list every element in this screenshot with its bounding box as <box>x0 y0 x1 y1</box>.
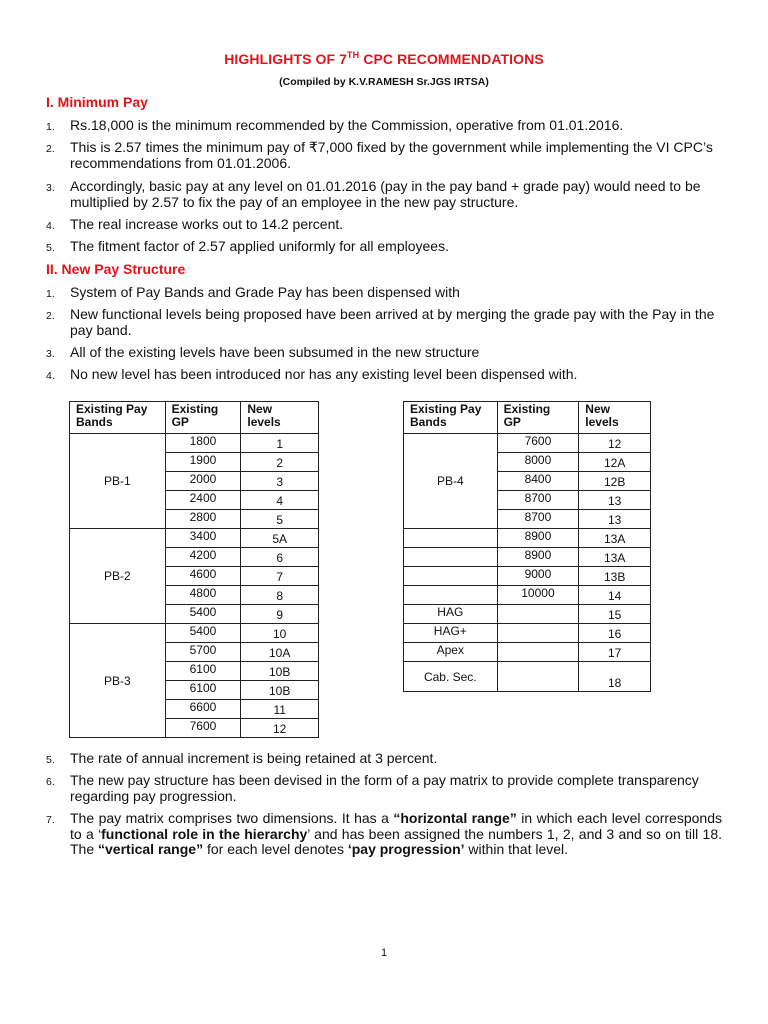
level-cell: 5 <box>241 510 319 529</box>
grade-pay-cell: 5400 <box>165 624 241 643</box>
grade-pay-cell: 8900 <box>497 548 579 567</box>
grade-pay-cell: 1900 <box>165 453 241 472</box>
document-title: HIGHLIGHTS OF 7TH CPC RECOMMENDATIONS <box>224 50 544 67</box>
level-cell: 10B <box>241 681 319 700</box>
grade-pay-cell: 7600 <box>165 719 241 738</box>
table-row <box>404 567 651 586</box>
level-cell: 7 <box>241 567 319 586</box>
level-cell: 13A <box>579 529 651 548</box>
level-cell: 10B <box>241 662 319 681</box>
list-item: 2. New functional levels being proposed have been arrived at by merging the grade pay with the Pay in the pay band. <box>46 306 715 338</box>
level-cell: 12B <box>579 472 651 491</box>
pay-band-cell <box>404 548 498 567</box>
grade-pay-cell: 2000 <box>165 472 241 491</box>
list-item: 5. The rate of annual increment is being retained at 3 percent. <box>46 750 438 766</box>
level-cell: 15 <box>579 605 651 624</box>
grade-pay-cell <box>497 624 579 643</box>
level-cell: 2 <box>241 453 319 472</box>
level-cell: 10 <box>241 624 319 643</box>
level-cell: 3 <box>241 472 319 491</box>
table-row <box>404 605 651 624</box>
grade-pay-cell: 4800 <box>165 586 241 605</box>
grade-pay-cell: 2400 <box>165 491 241 510</box>
pay-band-cell: Cab. Sec. <box>404 662 498 692</box>
grade-pay-cell: 6100 <box>165 681 241 700</box>
column-header: Existing Pay Bands <box>404 402 498 434</box>
level-cell: 12 <box>579 434 651 453</box>
grade-pay-cell: 8400 <box>497 472 579 491</box>
list-item: 5. The fitment factor of 2.57 applied uniformly for all employees. <box>46 238 449 254</box>
pay-band-cell: HAG+ <box>404 624 498 643</box>
grade-pay-cell: 1800 <box>165 434 241 453</box>
grade-pay-cell: 8000 <box>497 453 579 472</box>
column-header: New levels <box>241 402 319 434</box>
column-header: Existing GP <box>497 402 579 434</box>
level-cell: 9 <box>241 605 319 624</box>
grade-pay-cell: 7600 <box>497 434 579 453</box>
grade-pay-cell: 5700 <box>165 643 241 662</box>
grade-pay-cell: 2800 <box>165 510 241 529</box>
list-item: 7. The pay matrix comprises two dimensions. It has a “horizontal range” in which each level corresponds to a ‘functional role in the hierarchy’ and has been assigned the numbers 1, 2, and 3 and so on till 18. The “vertical range” for each level denotes ‘pay progression’ within that level. <box>46 810 723 857</box>
pay-band-cell <box>404 567 498 586</box>
level-cell: 14 <box>579 586 651 605</box>
document-subtitle: (Compiled by K.V.RAMESH Sr.JGS IRTSA) <box>279 76 489 88</box>
level-cell: 12 <box>241 719 319 738</box>
grade-pay-cell: 9000 <box>497 567 579 586</box>
column-header: Existing GP <box>165 402 241 434</box>
list-item: 3. All of the existing levels have been subsumed in the new structure <box>46 344 480 360</box>
table-row <box>70 624 319 643</box>
pay-bands-table-left <box>69 401 319 738</box>
level-cell: 11 <box>241 700 319 719</box>
grade-pay-cell: 10000 <box>497 586 579 605</box>
level-cell: 13 <box>579 510 651 529</box>
section-heading-minimum-pay: I. Minimum Pay <box>46 94 148 110</box>
pay-band-cell: HAG <box>404 605 498 624</box>
level-cell: 10A <box>241 643 319 662</box>
grade-pay-cell <box>497 662 579 692</box>
table-row <box>404 643 651 662</box>
pay-band-cell <box>404 586 498 605</box>
pay-bands-table-right <box>403 401 651 692</box>
level-cell: 13B <box>579 567 651 586</box>
page-number: 1 <box>380 947 388 959</box>
pay-band-cell: Apex <box>404 643 498 662</box>
list-item: 4. No new level has been introduced nor has any existing level been dispensed with. <box>46 366 578 382</box>
grade-pay-cell: 4200 <box>165 548 241 567</box>
pay-band-cell: PB-1 <box>70 434 166 529</box>
table-row <box>404 434 651 453</box>
table-row <box>404 548 651 567</box>
grade-pay-cell: 8700 <box>497 510 579 529</box>
level-cell: 5A <box>241 529 319 548</box>
list-item: 4. The real increase works out to 14.2 percent. <box>46 216 344 232</box>
level-cell: 12A <box>579 453 651 472</box>
level-cell: 18 <box>579 662 651 692</box>
section-heading-new-pay-structure: II. New Pay Structure <box>46 261 186 277</box>
level-cell: 17 <box>579 643 651 662</box>
list-item: 1. System of Pay Bands and Grade Pay has been dispensed with <box>46 284 460 300</box>
level-cell: 1 <box>241 434 319 453</box>
table-row <box>70 434 319 453</box>
table-row <box>404 662 651 692</box>
table-row <box>70 529 319 548</box>
list-item: 2. This is 2.57 times the minimum pay of ₹7,000 fixed by the government while implementing the VI CPC’s recommendations from 01.01.2006. <box>46 139 713 171</box>
table-row <box>404 586 651 605</box>
table-row <box>404 529 651 548</box>
grade-pay-cell: 8700 <box>497 491 579 510</box>
level-cell: 4 <box>241 491 319 510</box>
grade-pay-cell <box>497 643 579 662</box>
table-row <box>404 624 651 643</box>
grade-pay-cell: 6600 <box>165 700 241 719</box>
grade-pay-cell: 5400 <box>165 605 241 624</box>
grade-pay-cell: 3400 <box>165 529 241 548</box>
grade-pay-cell: 4600 <box>165 567 241 586</box>
list-item: 3. Accordingly, basic pay at any level on 01.01.2016 (pay in the pay band + grade pay) would need to be multiplied by 2.57 to fix the pay of an employee in the new pay structure. <box>46 178 701 210</box>
pay-band-cell: PB-4 <box>404 434 498 529</box>
level-cell: 13 <box>579 491 651 510</box>
list-item: 1. Rs.18,000 is the minimum recommended by the Commission, operative from 01.01.2016. <box>46 117 624 133</box>
pay-band-cell: PB-2 <box>70 529 166 624</box>
level-cell: 16 <box>579 624 651 643</box>
column-header: Existing Pay Bands <box>70 402 166 434</box>
grade-pay-cell: 8900 <box>497 529 579 548</box>
level-cell: 8 <box>241 586 319 605</box>
list-item: 6. The new pay structure has been devised in the form of a pay matrix to provide complete transparency regarding pay progression. <box>46 772 699 804</box>
level-cell: 13A <box>579 548 651 567</box>
pay-band-cell: PB-3 <box>70 624 166 738</box>
pay-band-cell <box>404 529 498 548</box>
grade-pay-cell <box>497 605 579 624</box>
grade-pay-cell: 6100 <box>165 662 241 681</box>
column-header: New levels <box>579 402 651 434</box>
table-header-row <box>404 402 651 434</box>
table-header-row <box>70 402 319 434</box>
level-cell: 6 <box>241 548 319 567</box>
